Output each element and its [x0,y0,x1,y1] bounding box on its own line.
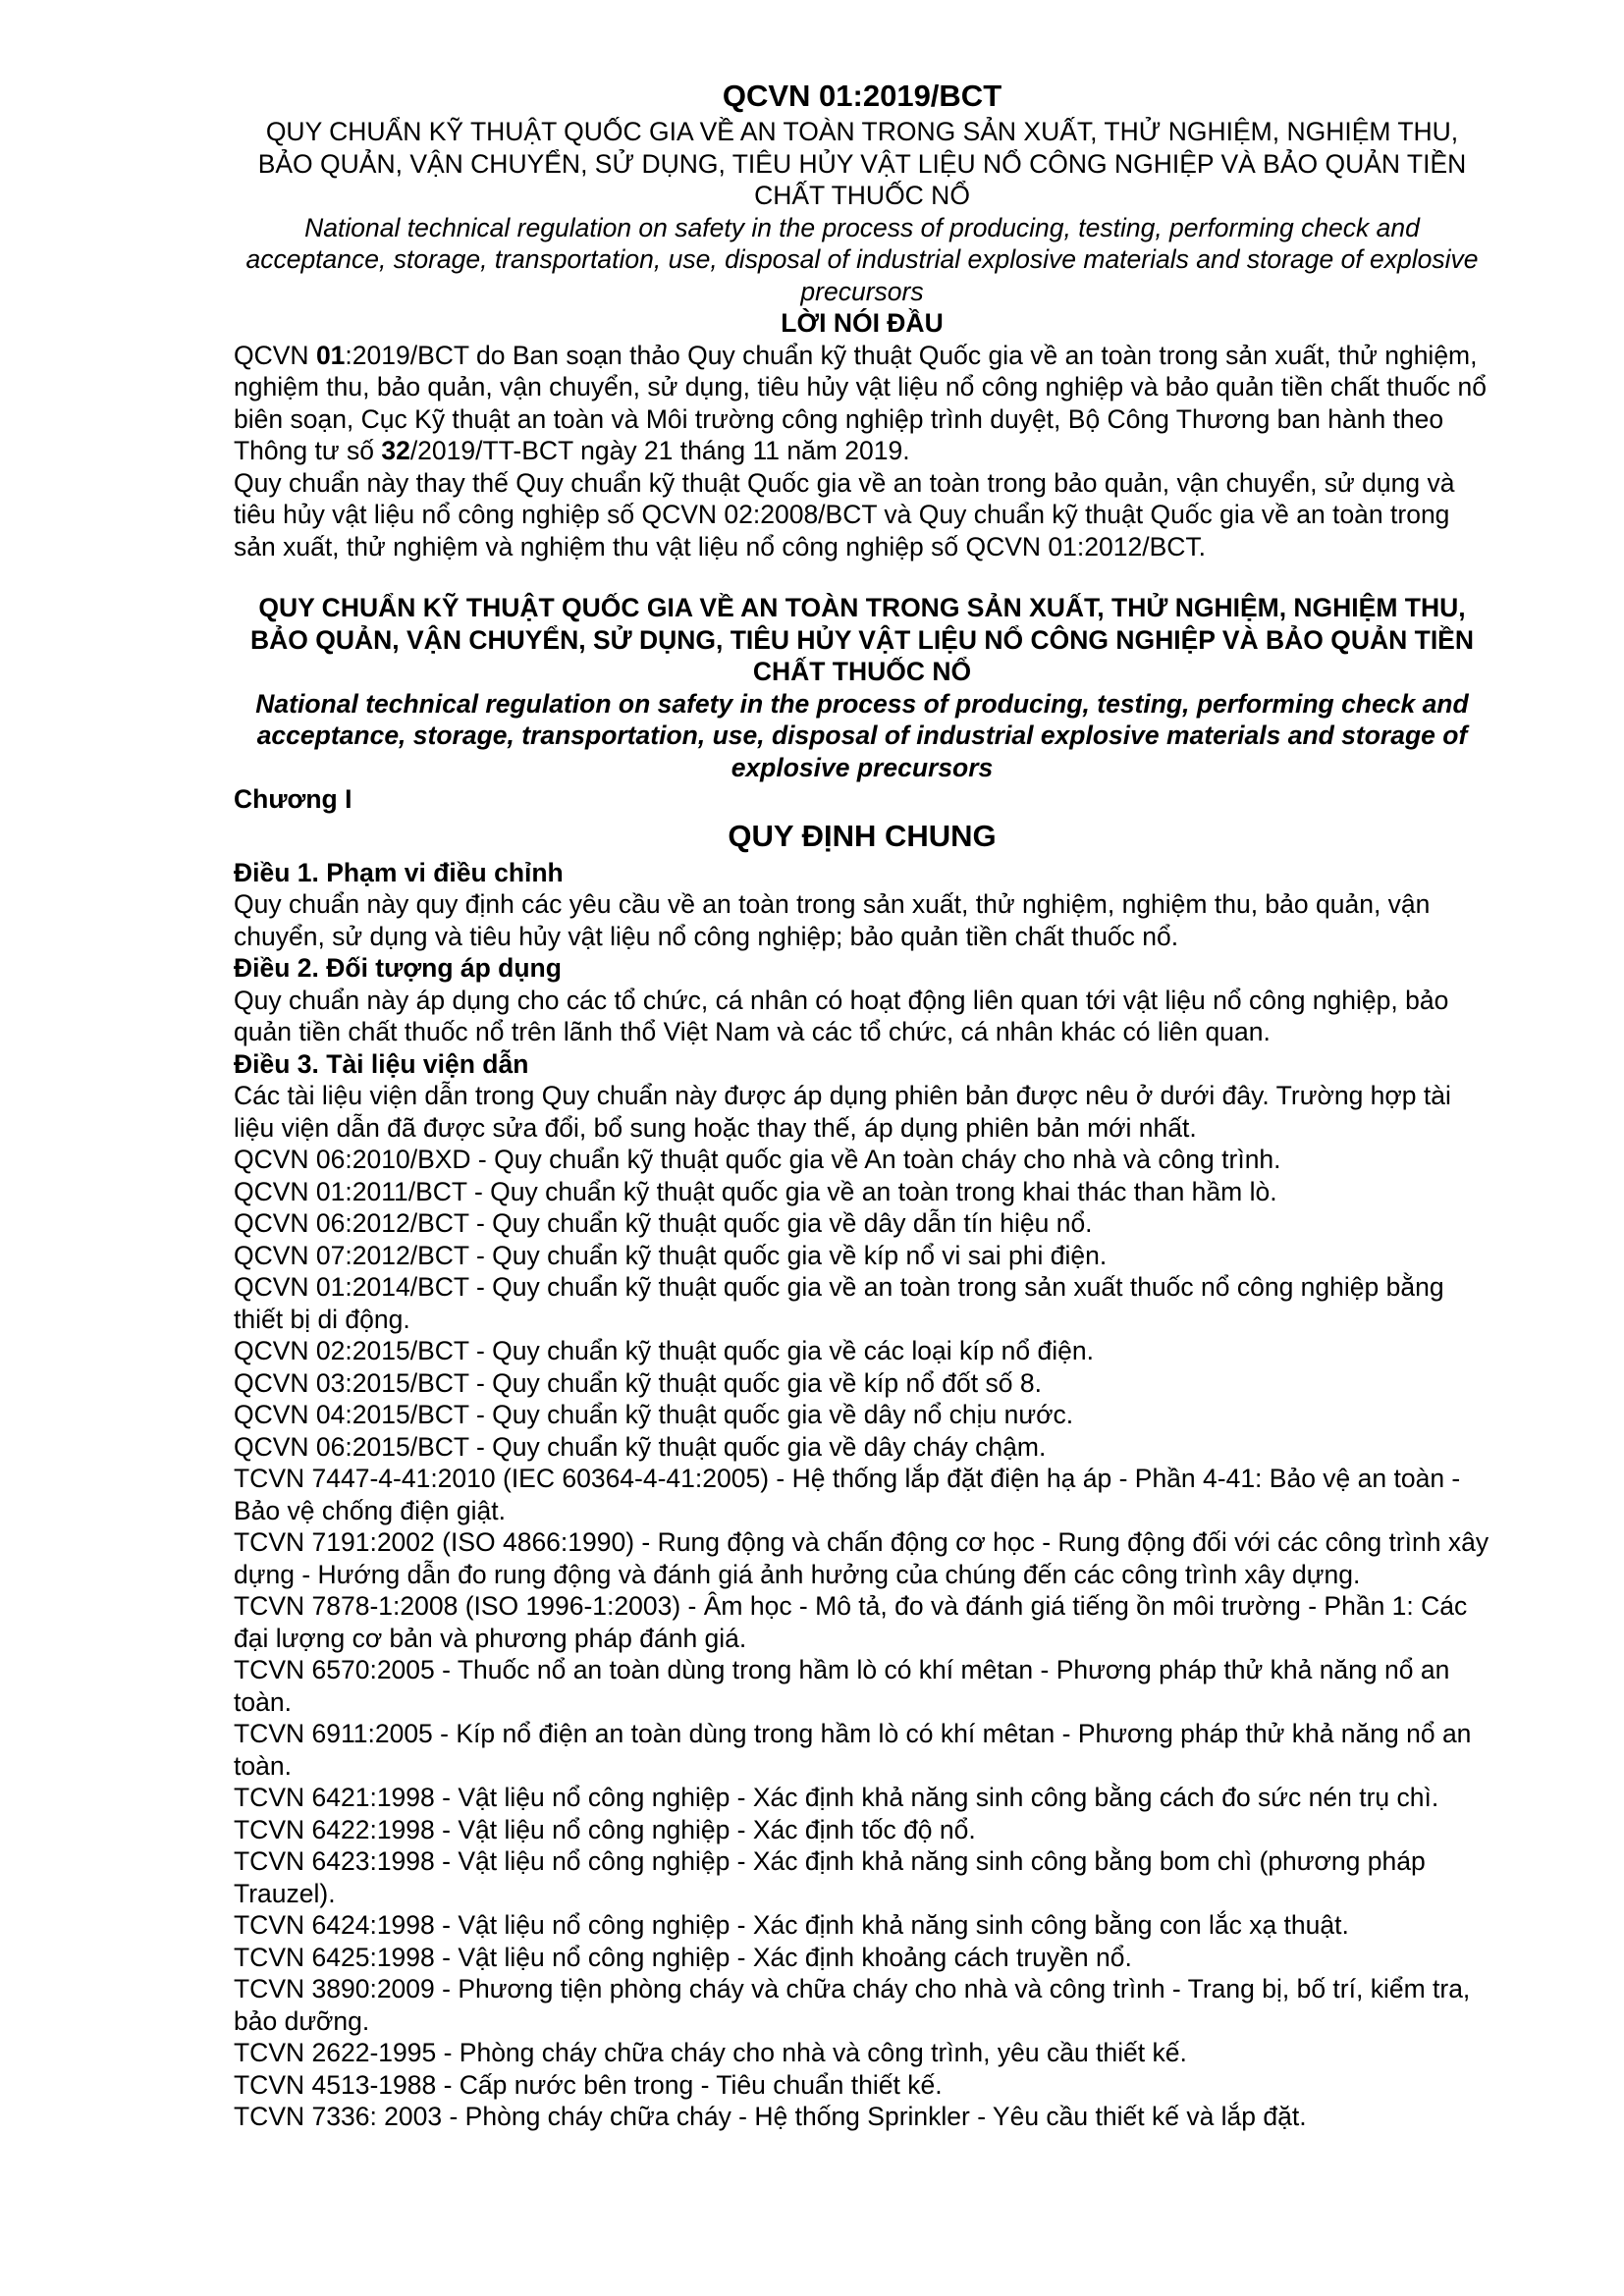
foreword-heading: LỜI NÓI ĐẦU [781,308,944,338]
reference-item: TCVN 7878-1:2008 (ISO 1996-1:2003) - Âm học - Mô tả, đo và đánh giá tiếng ồn môi trường - Phần 1: Các đại lượng cơ bản và phương pháp đánh giá. [234,1591,1468,1653]
document-title-en: National technical regulation on safety in the process of producing, testing, performing check and acceptance, storage, transportation, use, disposal of industrial explosive materials and storage of explosive precursors [245,212,1479,306]
reference-item: TCVN 6423:1998 - Vật liệu nổ công nghiệp - Xác định khả năng sinh công bằng bom chì (phương pháp Trauzel). [234,1846,1426,1908]
article-1-text: Quy chuẩn này quy định các yêu cầu về an toàn trong sản xuất, thử nghiệm, nghiệm thu, bảo quản, vận chuyển, sử dụng và tiêu hủy vật liệu nổ công nghiệp; bảo quản tiền chất thuốc nổ. [234,889,1431,951]
main-title-en: National technical regulation on safety in the process of producing, testing, performing check and acceptance, storage, transportation, use, disposal of industrial explosive materials and storage of explosive precursors [255,688,1469,782]
reference-item: QCVN 06:2015/BCT - Quy chuẩn kỹ thuật quốc gia về dây cháy chậm. [234,1431,1047,1462]
reference-item: TCVN 7191:2002 (ISO 4866:1990) - Rung động và chấn động cơ học - Rung động đối với các công trình xây dựng - Hướng dẫn đo rung động và đánh giá ảnh hưởng của chúng đến các công trình xây dựng. [234,1527,1489,1589]
reference-item: QCVN 01:2014/BCT - Quy chuẩn kỹ thuật quốc gia về an toàn trong sản xuất thuốc nổ công nghiệp bằng thiết bị di động. [234,1272,1444,1334]
foreword-paragraph-2: Quy chuẩn này thay thế Quy chuẩn kỹ thuật Quốc gia về an toàn trong bảo quản, vận chuyển, sử dụng và tiêu hủy vật liệu nổ công nghiệp số QCVN 02:2008/BCT và Quy chuẩn kỹ thuật Quốc gia về an toàn trong sản xuất, thử nghiệm và nghiệm thu vật liệu nổ công nghiệp số QCVN 01:2012/BCT. [234,467,1455,561]
reference-item: TCVN 6424:1998 - Vật liệu nổ công nghiệp - Xác định khả năng sinh công bằng con lắc xạ thuật. [234,1910,1349,1940]
reference-item: TCVN 7447-4-41:2010 (IEC 60364-4-41:2005) - Hệ thống lắp đặt điện hạ áp - Phần 4-41: Bảo vệ an toàn - Bảo vệ chống điện giật. [234,1464,1461,1525]
foreword-paragraph-1: QCVN 01:2019/BCT do Ban soạn thảo Quy chuẩn kỹ thuật Quốc gia về an toàn trong sản xuất, thử nghiệm, nghiệm thu, bảo quản, vận chuyển, sử dụng, tiêu hủy vật liệu nổ công nghiệp và bảo quản tiền chất thuốc nổ biên soạn, Cục Kỹ thuật an toàn và Môi trường công nghiệp trình duyệt, Bộ Công Thương ban hành theo Thông tư số 32/2019/TT-BCT ngày 21 tháng 11 năm 2019. [234,340,1487,465]
chapter-label: Chương I [234,784,352,814]
reference-item: TCVN 3890:2009 - Phương tiện phòng cháy và chữa cháy cho nhà và công trình - Trang bị, bố trí, kiểm tra, bảo dưỡng. [234,1974,1471,2036]
reference-item: QCVN 07:2012/BCT - Quy chuẩn kỹ thuật quốc gia về kíp nổ vi sai phi điện. [234,1240,1108,1270]
main-title-vn: QUY CHUẨN KỸ THUẬT QUỐC GIA VỀ AN TOÀN TRONG SẢN XUẤT, THỬ NGHIỆM, NGHIỆM THU, BẢO QUẢN, VẬN CHUYỂN, SỬ DỤNG, TIÊU HỦY VẬT LIỆU NỔ CÔNG NGHIỆP VÀ BẢO QUẢN TIỀN CHẤT THUỐC NỔ [250,593,1474,686]
reference-item: QCVN 01:2011/BCT - Quy chuẩn kỹ thuật quốc gia về an toàn trong khai thác than hầm lò. [234,1176,1277,1206]
chapter-title: QUY ĐỊNH CHUNG [728,818,997,853]
article-1-heading: Điều 1. Phạm vi điều chỉnh [234,857,564,887]
reference-item: TCVN 4513-1988 - Cấp nước bên trong - Tiêu chuẩn thiết kế. [234,2069,943,2100]
document-code: QCVN 01:2019/BCT [722,79,1002,113]
reference-item: TCVN 6425:1998 - Vật liệu nổ công nghiệp - Xác định khoảng cách truyền nổ. [234,1942,1132,1972]
document-page [234,77,1490,2133]
reference-item: TCVN 2622-1995 - Phòng cháy chữa cháy cho nhà và công trình, yêu cầu thiết kế. [234,2038,1187,2067]
reference-item: TCVN 7336: 2003 - Phòng cháy chữa cháy - Hệ thống Sprinkler - Yêu cầu thiết kế và lắp đặt. [234,2102,1307,2131]
reference-item: TCVN 6570:2005 - Thuốc nổ an toàn dùng trong hầm lò có khí mêtan - Phương pháp thử khả năng nổ an toàn. [234,1655,1450,1717]
reference-item: TCVN 6911:2005 - Kíp nổ điện an toàn dùng trong hầm lò có khí mêtan - Phương pháp thử khả năng nổ an toàn. [234,1719,1472,1781]
article-3-intro: Các tài liệu viện dẫn trong Quy chuẩn này được áp dụng phiên bản được nêu ở dưới đây. Trường hợp tài liệu viện dẫn đã được sửa đổi, bổ sung hoặc thay thế, áp dụng phiên bản mới nhất. [234,1081,1451,1143]
reference-item: QCVN 06:2010/BXD - Quy chuẩn kỹ thuật quốc gia về An toàn cháy cho nhà và công trình. [234,1145,1281,1174]
article-3-heading: Điều 3. Tài liệu viện dẫn [234,1048,529,1079]
reference-item: QCVN 06:2012/BCT - Quy chuẩn kỹ thuật quốc gia về dây dẫn tín hiệu nổ. [234,1208,1093,1238]
article-2-heading: Điều 2. Đối tượng áp dụng [234,953,562,983]
reference-list [234,1144,1490,2133]
document-title-vn: QUY CHUẨN KỸ THUẬT QUỐC GIA VỀ AN TOÀN TRONG SẢN XUẤT, THỬ NGHIỆM, NGHIỆM THU, BẢO QUẢN, VẬN CHUYỂN, SỬ DỤNG, TIÊU HỦY VẬT LIỆU NỔ CÔNG NGHIỆP VÀ BẢO QUẢN TIỀN CHẤT THUỐC NỔ [257,117,1467,210]
reference-item: TCVN 6421:1998 - Vật liệu nổ công nghiệp - Xác định khả năng sinh công bằng cách đo sức nén trụ chì. [234,1783,1439,1812]
reference-item: QCVN 02:2015/BCT - Quy chuẩn kỹ thuật quốc gia về các loại kíp nổ điện. [234,1336,1094,1365]
article-2-text: Quy chuẩn này áp dụng cho các tổ chức, cá nhân có hoạt động liên quan tới vật liệu nổ công nghiệp, bảo quản tiền chất thuốc nổ trên lãnh thổ Việt Nam và các tổ chức, cá nhân khác có liên quan. [234,985,1449,1046]
reference-item: TCVN 6422:1998 - Vật liệu nổ công nghiệp - Xác định tốc độ nổ. [234,1814,976,1844]
reference-item: QCVN 04:2015/BCT - Quy chuẩn kỹ thuật quốc gia về dây nổ chịu nước. [234,1400,1074,1429]
reference-item: QCVN 03:2015/BCT - Quy chuẩn kỹ thuật quốc gia về kíp nổ đốt số 8. [234,1367,1042,1398]
